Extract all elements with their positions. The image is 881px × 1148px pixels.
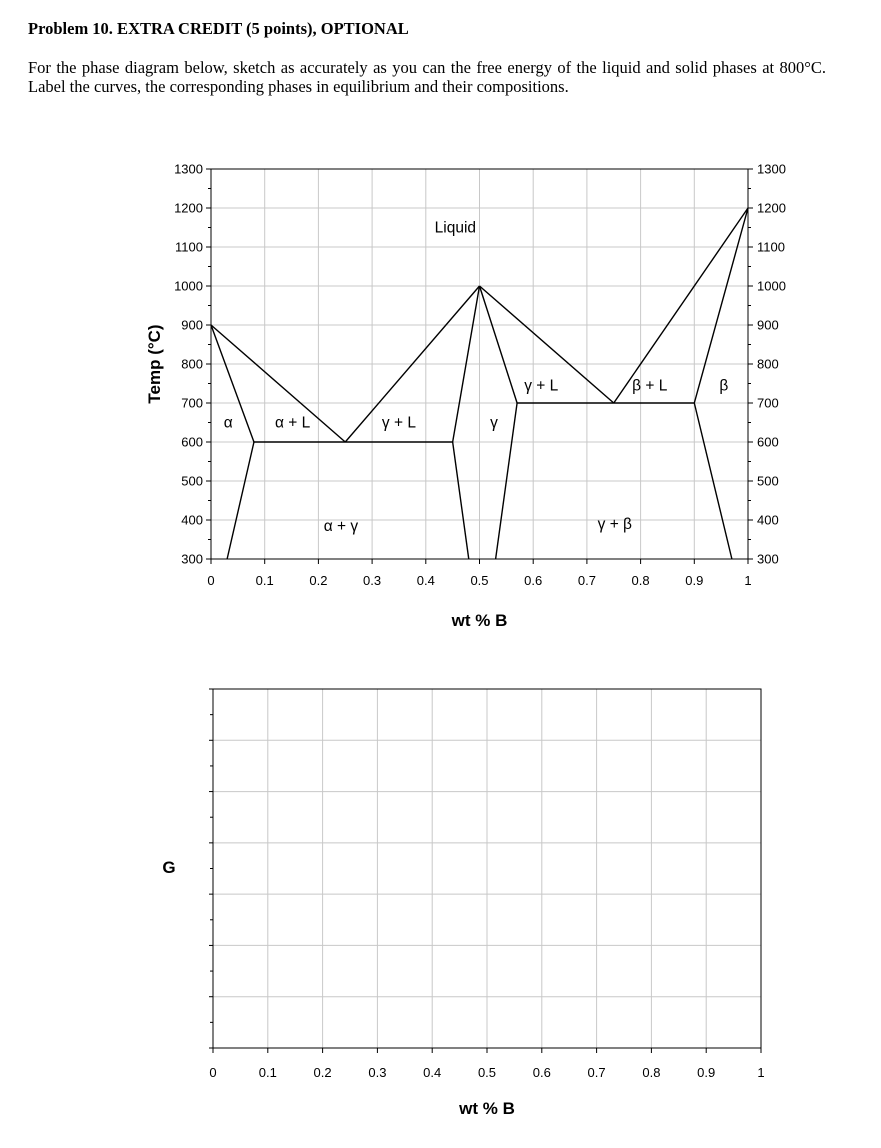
y-axis-title: G: [162, 858, 176, 877]
x-tick-label: 0.2: [313, 1065, 332, 1080]
y-tick-label-right: 1000: [757, 278, 786, 294]
x-tick-label: 1: [757, 1065, 765, 1080]
x-axis-title: wt % B: [451, 611, 508, 630]
phase-region-label: β + L: [632, 377, 668, 395]
y-tick-label-right: 900: [757, 317, 779, 333]
x-tick-label: 0: [209, 1065, 217, 1080]
x-tick-label: 0.8: [642, 1065, 661, 1080]
problem-text: For the phase diagram below, sketch as accurately as you can the free energy of the liquid and solid phases at 800°C. Label the curves, the corresponding phases in equilibrium and their compositions.: [28, 58, 826, 96]
problem-heading: Problem 10. EXTRA CREDIT (5 points), OPTIONAL: [28, 19, 409, 38]
phase-boundary-line: [694, 208, 748, 403]
phase-region-label: β: [719, 377, 729, 395]
x-tick-label: 0.9: [697, 1065, 716, 1080]
y-tick-label-right: 800: [757, 356, 779, 372]
y-tick-label-left: 600: [181, 434, 203, 450]
phase-region-label: α + γ: [323, 517, 359, 535]
y-tick-label-right: 500: [757, 473, 779, 489]
x-tick-label: 0.5: [477, 1065, 497, 1080]
y-tick-label-left: 900: [181, 317, 203, 333]
x-tick-label: 0: [207, 573, 215, 588]
phase-diagram-chart: [145, 162, 786, 631]
free-energy-grid: [213, 689, 761, 1048]
x-tick-label: 0.3: [368, 1065, 387, 1080]
y-axis-title: Temp (°C): [145, 324, 164, 404]
y-tick-label-left: 1100: [175, 239, 203, 255]
y-tick-label-left: 400: [181, 512, 203, 528]
phase-diagram-grid: [211, 169, 748, 559]
phase-region-label: α: [223, 414, 233, 432]
x-axis-title: wt % B: [459, 1099, 515, 1118]
free-energy-chart: [162, 689, 764, 1118]
x-tick-label: 0.9: [685, 573, 704, 588]
phase-boundary-line: [227, 442, 254, 559]
phase-region-label: γ: [490, 414, 498, 432]
y-tick-label-left: 1000: [174, 278, 203, 294]
phase-region-label: α + L: [274, 414, 311, 432]
y-tick-label-right: 600: [757, 434, 779, 450]
x-tick-label: 0.3: [363, 573, 382, 588]
x-tick-label: 0.1: [258, 1065, 277, 1080]
y-tick-label-left: 500: [181, 473, 203, 489]
x-tick-label: 1: [744, 573, 752, 588]
y-tick-label-right: 400: [757, 512, 779, 528]
y-tick-label-left: 1200: [174, 200, 203, 216]
x-tick-label: 0.7: [577, 573, 596, 588]
x-tick-label: 0.5: [470, 573, 489, 588]
phase-region-label: Liquid: [434, 219, 477, 237]
phase-region-label: γ + L: [381, 414, 416, 432]
y-tick-label-left: 1300: [174, 161, 203, 177]
x-tick-label: 0.1: [255, 573, 274, 588]
phase-region-label: γ + L: [524, 377, 559, 395]
x-tick-label: 0.6: [532, 1065, 551, 1080]
x-tick-label: 0.6: [524, 573, 543, 588]
y-tick-label-right: 300: [757, 551, 779, 567]
phase-region-label: γ + β: [597, 515, 632, 533]
phase-boundary-line: [480, 286, 518, 403]
y-tick-label-left: 800: [181, 356, 203, 372]
phase-boundary-line: [453, 442, 469, 559]
y-tick-label-right: 1200: [757, 200, 786, 216]
x-tick-label: 0.2: [309, 573, 328, 588]
y-tick-label-left: 300: [181, 551, 203, 567]
x-tick-label: 0.4: [423, 1065, 442, 1080]
y-tick-label-right: 1300: [757, 161, 786, 177]
x-tick-label: 0.8: [631, 573, 650, 588]
x-tick-label: 0.7: [587, 1065, 606, 1080]
phase-boundary-line: [614, 208, 748, 403]
y-tick-label-right: 700: [757, 395, 779, 411]
y-tick-label-right: 1100: [757, 239, 785, 255]
y-tick-label-left: 700: [181, 395, 203, 411]
x-tick-label: 0.4: [416, 573, 435, 588]
